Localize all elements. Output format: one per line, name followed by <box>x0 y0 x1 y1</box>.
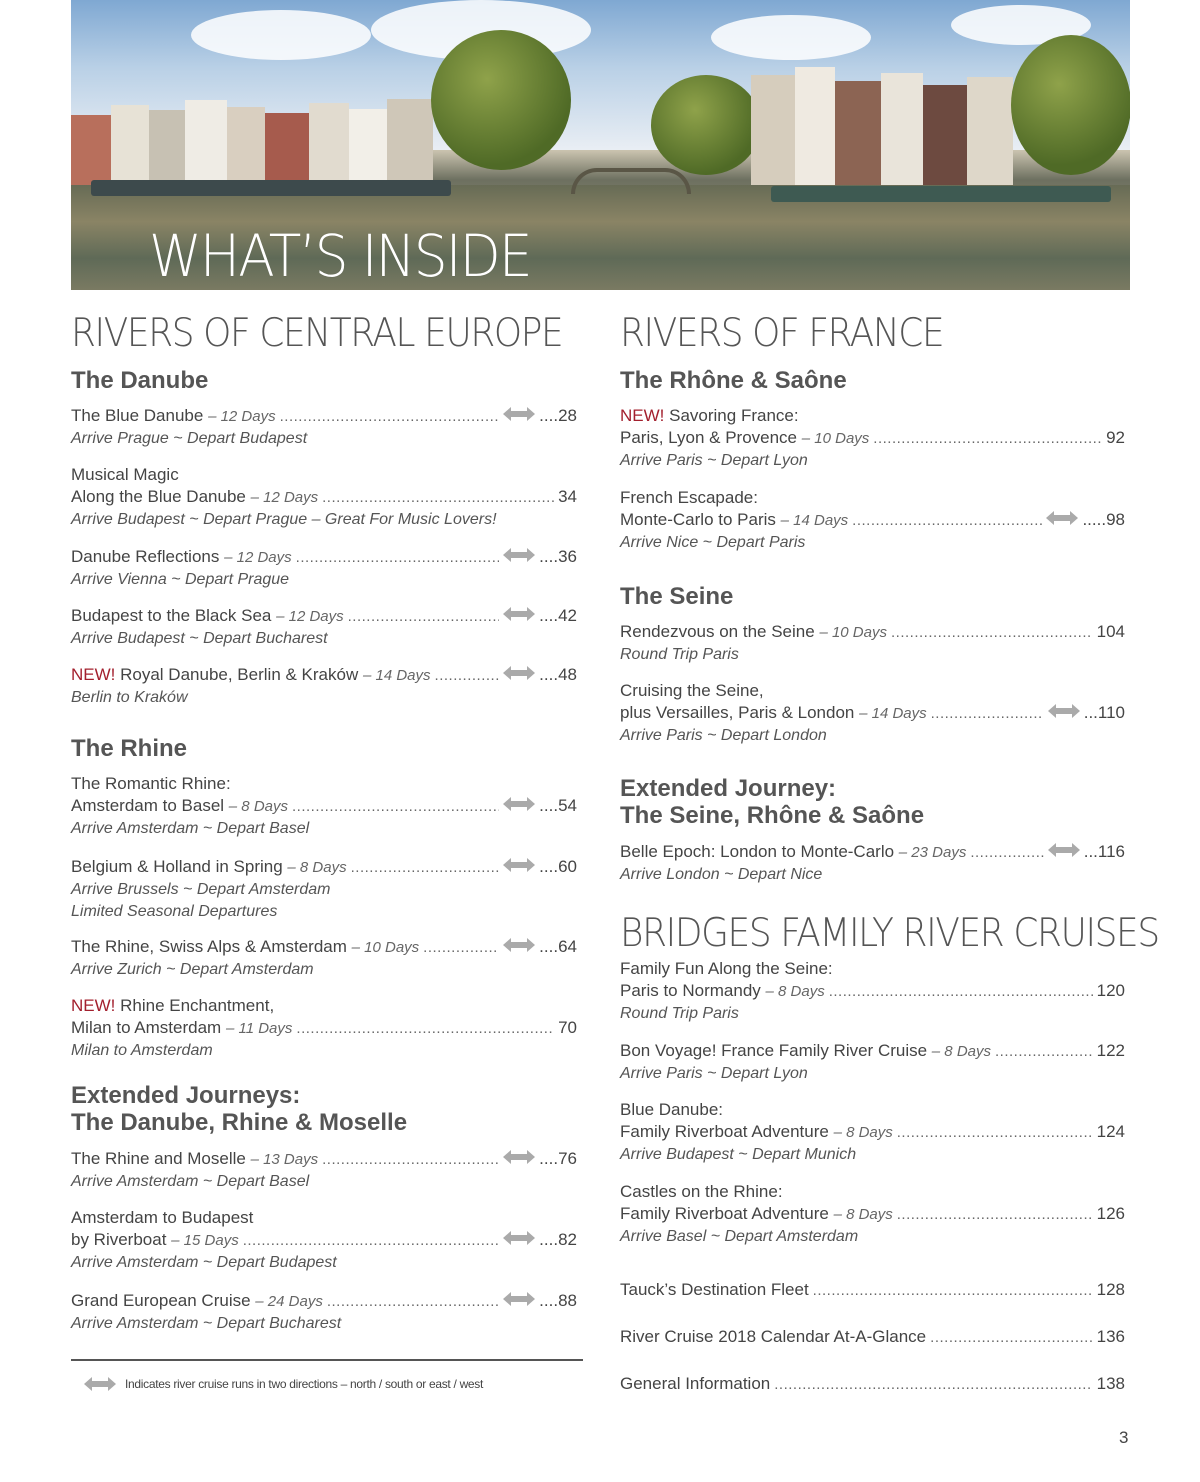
entry-title: Paris to Normandy <box>620 981 761 1000</box>
toc-entry-castles-rhine[interactable] <box>620 1181 1125 1248</box>
entry-pretitle: Amsterdam to Budapest <box>71 1208 254 1227</box>
cloud <box>711 15 871 60</box>
page-number: 122 <box>1096 1041 1125 1060</box>
two-way-arrow-icon <box>503 666 535 680</box>
subsection-danube: The Danube <box>71 367 209 394</box>
entry-duration: – 14 Days <box>859 705 927 722</box>
entry-title: plus Versailles, Paris & London <box>620 703 855 722</box>
page-number: 34 <box>558 487 577 506</box>
subsection-seine: The Seine <box>620 583 734 610</box>
entry-title: Monte-Carlo to Paris <box>620 510 776 529</box>
entry-title: Belle Epoch: London to Monte-Carlo <box>620 842 895 861</box>
page-number: 54 <box>558 796 577 815</box>
entry-pretitle: Cruising the Seine, <box>620 681 764 700</box>
entry-duration: – 11 Days <box>225 1020 293 1037</box>
toc-entry-blue-danube[interactable]: The Blue Danube – 12 Days ..... ....28 Arrive Prague ~ Depart Budapest <box>71 405 577 450</box>
page-number: 124 <box>1096 1122 1125 1141</box>
two-way-arrow-icon <box>84 1377 116 1391</box>
entry-title: Amsterdam to Basel <box>71 796 225 815</box>
new-badge: NEW! <box>71 665 116 684</box>
entry-route: Arrive Zurich ~ Depart Amsterdam <box>71 961 314 978</box>
folio-page-number: 3 <box>1119 1428 1129 1447</box>
page-number: 48 <box>558 665 577 684</box>
page-number: 110 <box>1097 703 1125 722</box>
toc-entry-grand-european[interactable]: Grand European Cruise – 24 Days ..... ....88 Arrive Amsterdam ~ Depart Bucharest <box>71 1290 577 1335</box>
subsection-title-line1: Extended Journeys: <box>71 1082 301 1109</box>
legend-divider <box>71 1359 583 1361</box>
toc-entry-family-fun-seine[interactable] <box>620 958 1125 1025</box>
page-number: 136 <box>1096 1327 1125 1346</box>
toc-entry-rendezvous-seine[interactable] <box>620 621 1125 666</box>
two-way-arrow-icon <box>503 407 535 421</box>
toc-entry-romantic-rhine[interactable]: The Romantic Rhine: Amsterdam to Basel – 8 Days ..... ....54 Arrive Amsterdam ~ Depart Basel <box>71 773 577 840</box>
toc-entry-cruising-seine[interactable]: Cruising the Seine, plus Versailles, Paris & London – 14 Days ..... ...110 Arrive Paris ~ Depart London <box>620 680 1125 747</box>
page-number: 60 <box>558 857 577 876</box>
entry-route: Arrive Amsterdam ~ Depart Bucharest <box>71 1315 342 1332</box>
new-badge: NEW! <box>620 406 665 425</box>
page-number: 138 <box>1096 1374 1125 1393</box>
entry-title: Bon Voyage! France Family River Cruise <box>620 1041 928 1060</box>
entry-pretitle: The Romantic Rhine: <box>71 774 231 793</box>
page-number: 98 <box>1106 510 1125 529</box>
entry-duration: – 8 Days <box>228 798 288 815</box>
entry-title: by Riverboat <box>71 1230 167 1249</box>
entry-route: Arrive Nice ~ Depart Paris <box>620 534 806 551</box>
entry-duration: – 14 Days <box>362 667 431 684</box>
page-number: 42 <box>558 606 577 625</box>
page-number: 104 <box>1096 622 1125 641</box>
entry-route: Arrive Vienna ~ Depart Prague <box>71 571 290 588</box>
two-way-arrow-icon <box>1048 843 1080 857</box>
two-way-arrow-icon <box>503 548 535 562</box>
entry-route: Milan to Amsterdam <box>71 1042 213 1059</box>
entry-title: Tauck’s Destination Fleet <box>620 1280 809 1299</box>
entry-duration: – 8 Days <box>833 1124 893 1141</box>
page-title: WHAT’S INSIDE <box>149 222 531 290</box>
two-way-arrow-icon <box>503 858 535 872</box>
entry-title: Paris, Lyon & Provence <box>620 428 798 447</box>
toc-entry-belle-epoch[interactable]: Belle Epoch: London to Monte-Carlo – 23 Days ..... ...116 Arrive London ~ Depart Nice <box>620 841 1125 886</box>
page-number: 126 <box>1096 1204 1125 1223</box>
page-number: 88 <box>558 1291 577 1310</box>
page-number: 64 <box>558 937 577 956</box>
two-way-arrow-icon <box>503 607 535 621</box>
entry-pretitle: Musical Magic <box>71 465 179 484</box>
entry-pretitle: French Escapade: <box>620 488 758 507</box>
subsection-extended-journeys <box>71 1082 407 1136</box>
entry-note: Limited Seasonal Departures <box>71 903 278 920</box>
entry-route: Arrive Paris ~ Depart London <box>620 727 827 744</box>
page-number: 116 <box>1097 842 1125 861</box>
toc-entry-destination-fleet[interactable] <box>620 1279 1125 1302</box>
entry-pretitle: Savoring France: <box>669 406 799 425</box>
toc-entry-budapest-black-sea[interactable]: Budapest to the Black Sea – 12 Days ..... ....42 Arrive Budapest ~ Depart Bucharest <box>71 605 577 650</box>
entry-title: General Information <box>620 1374 771 1393</box>
toc-entry-royal-danube[interactable]: NEW! Royal Danube, Berlin & Kraków – 14 Days ..... ....48 Berlin to Kraków <box>71 664 577 709</box>
entry-route: Round Trip Paris <box>620 646 739 663</box>
entry-duration: – 8 Days <box>765 983 825 1000</box>
entry-title: The Blue Danube <box>71 406 204 425</box>
entry-route: Berlin to Kraków <box>71 689 188 706</box>
entry-route: Arrive Budapest ~ Depart Prague – Great For Music Lovers! <box>71 511 497 528</box>
toc-entry-belgium-holland[interactable]: Belgium & Holland in Spring – 8 Days ..... ....60 Arrive Brussels ~ Depart Amsterdam Limited Seasonal Departures <box>71 856 577 923</box>
entry-duration: – 15 Days <box>171 1232 239 1249</box>
entry-pretitle: Blue Danube: <box>620 1100 724 1119</box>
entry-route: Arrive Prague ~ Depart Budapest <box>71 430 308 447</box>
entry-duration: – 10 Days <box>819 624 887 641</box>
entry-route: Arrive London ~ Depart Nice <box>620 866 823 883</box>
toc-entry-general-information[interactable] <box>620 1373 1125 1396</box>
page-number: 76 <box>558 1149 577 1168</box>
section-heading-central-europe: RIVERS OF CENTRAL EUROPE <box>71 311 563 356</box>
canal-bridge <box>571 168 691 194</box>
entry-duration: – 24 Days <box>255 1293 323 1310</box>
toc-entry-rhine-swiss-alps[interactable]: The Rhine, Swiss Alps & Amsterdam – 10 Days ..... ....64 Arrive Zurich ~ Depart Amsterdam <box>71 936 577 981</box>
entry-title: Danube Reflections <box>71 547 220 566</box>
entry-title: The Rhine, Swiss Alps & Amsterdam <box>71 937 347 956</box>
toc-entry-musical-magic[interactable] <box>71 464 577 531</box>
entry-title: Belgium & Holland in Spring <box>71 857 283 876</box>
subsection-title-line2: The Danube, Rhine & Moselle <box>71 1109 408 1136</box>
entry-duration: – 12 Days <box>250 489 319 506</box>
entry-route: Arrive Budapest ~ Depart Munich <box>620 1146 857 1163</box>
page-number: 36 <box>558 547 577 566</box>
subsection-rhine: The Rhine <box>71 735 188 762</box>
two-way-arrow-icon <box>1048 704 1080 718</box>
entry-title: Rendezvous on the Seine <box>620 622 815 641</box>
entry-title: The Rhine and Moselle <box>71 1149 246 1168</box>
entry-title: Family Riverboat Adventure <box>620 1204 829 1223</box>
legend <box>84 1377 483 1391</box>
two-way-arrow-icon <box>503 938 535 952</box>
entry-duration: – 8 Days <box>833 1206 893 1223</box>
section-heading-france: RIVERS OF FRANCE <box>620 311 944 356</box>
entry-duration: – 12 Days <box>276 608 344 625</box>
toc-entry-amsterdam-budapest[interactable]: Amsterdam to Budapest by Riverboat – 15 Days ..... ....82 Arrive Amsterdam ~ Depart Budapest <box>71 1207 577 1274</box>
page-number: 92 <box>1106 428 1125 447</box>
two-way-arrow-icon <box>503 797 535 811</box>
two-way-arrow-icon <box>503 1150 535 1164</box>
page-number: 128 <box>1096 1280 1125 1299</box>
section-heading-bridges: BRIDGES FAMILY RIVER CRUISES <box>620 911 1159 956</box>
entry-duration: – 12 Days <box>208 408 276 425</box>
entry-pretitle: Castles on the Rhine: <box>620 1182 783 1201</box>
entry-duration: – 23 Days <box>898 844 967 861</box>
page-number: 120 <box>1096 981 1125 1000</box>
entry-title: Milan to Amsterdam <box>71 1018 222 1037</box>
entry-route: Round Trip Paris <box>620 1005 739 1022</box>
toc-entry-calendar[interactable] <box>620 1326 1125 1349</box>
entry-duration: – 8 Days <box>931 1043 991 1060</box>
entry-duration: – 13 Days <box>250 1151 319 1168</box>
new-badge: NEW! <box>71 996 116 1015</box>
entry-route: Arrive Brussels ~ Depart Amsterdam <box>71 881 331 898</box>
page-number: 70 <box>558 1018 577 1037</box>
entry-route: Arrive Amsterdam ~ Depart Basel <box>71 820 310 837</box>
entry-duration: – 14 Days <box>780 512 849 529</box>
entry-pretitle: Family Fun Along the Seine: <box>620 959 833 978</box>
entry-duration: – 8 Days <box>287 859 347 876</box>
entry-route: Arrive Amsterdam ~ Depart Budapest <box>71 1254 337 1271</box>
entry-title: Royal Danube, Berlin & Kraków <box>120 665 359 684</box>
toc-entry-bon-voyage[interactable] <box>620 1040 1125 1085</box>
entry-title: Grand European Cruise <box>71 1291 251 1310</box>
toc-entry-rhine-moselle[interactable]: The Rhine and Moselle – 13 Days ..... ....76 Arrive Amsterdam ~ Depart Basel <box>71 1148 577 1193</box>
page-number: 28 <box>558 406 577 425</box>
entry-route: Arrive Amsterdam ~ Depart Basel <box>71 1173 310 1190</box>
entry-route: Arrive Paris ~ Depart Lyon <box>620 452 808 469</box>
two-way-arrow-icon <box>1046 511 1078 525</box>
subsection-rhone-saone: The Rhône & Saône <box>620 367 847 394</box>
entry-duration: – 12 Days <box>224 549 292 566</box>
page-number: 82 <box>558 1230 577 1249</box>
canal-houses <box>71 55 1130 185</box>
toc-entry-french-escapade[interactable]: French Escapade: Monte-Carlo to Paris – 14 Days ..... .....98 Arrive Nice ~ Depart Paris <box>620 487 1125 554</box>
legend-text: Indicates river cruise runs in two directions – north / south or east / west <box>125 1377 484 1391</box>
subsection-extended-journey <box>620 775 924 829</box>
cloud <box>191 10 371 60</box>
entry-duration: – 10 Days <box>801 430 870 447</box>
toc-entry-savoring-france[interactable] <box>620 405 1125 472</box>
two-way-arrow-icon <box>503 1231 535 1245</box>
entry-route: Arrive Budapest ~ Depart Bucharest <box>71 630 328 647</box>
subsection-title-line2: The Seine, Rhône & Saône <box>620 802 925 829</box>
entry-title: Along the Blue Danube <box>71 487 246 506</box>
entry-route: Arrive Basel ~ Depart Amsterdam <box>620 1228 859 1245</box>
two-way-arrow-icon <box>503 1292 535 1306</box>
toc-entry-danube-reflections[interactable]: Danube Reflections – 12 Days ..... ....36 Arrive Vienna ~ Depart Prague <box>71 546 577 591</box>
entry-duration: – 10 Days <box>351 939 420 956</box>
entry-title: Family Riverboat Adventure <box>620 1122 829 1141</box>
houseboat <box>91 180 451 196</box>
hero-photo-amsterdam-canal <box>71 0 1130 290</box>
entry-route: Arrive Paris ~ Depart Lyon <box>620 1065 808 1082</box>
toc-entry-blue-danube-family[interactable] <box>620 1099 1125 1166</box>
entry-pretitle: Rhine Enchantment, <box>120 996 275 1015</box>
entry-title: Budapest to the Black Sea <box>71 606 272 625</box>
houseboat <box>771 186 1111 202</box>
toc-entry-rhine-enchantment[interactable] <box>71 995 577 1062</box>
entry-title: River Cruise 2018 Calendar At-A-Glance <box>620 1327 927 1346</box>
subsection-title-line1: Extended Journey: <box>620 775 837 802</box>
